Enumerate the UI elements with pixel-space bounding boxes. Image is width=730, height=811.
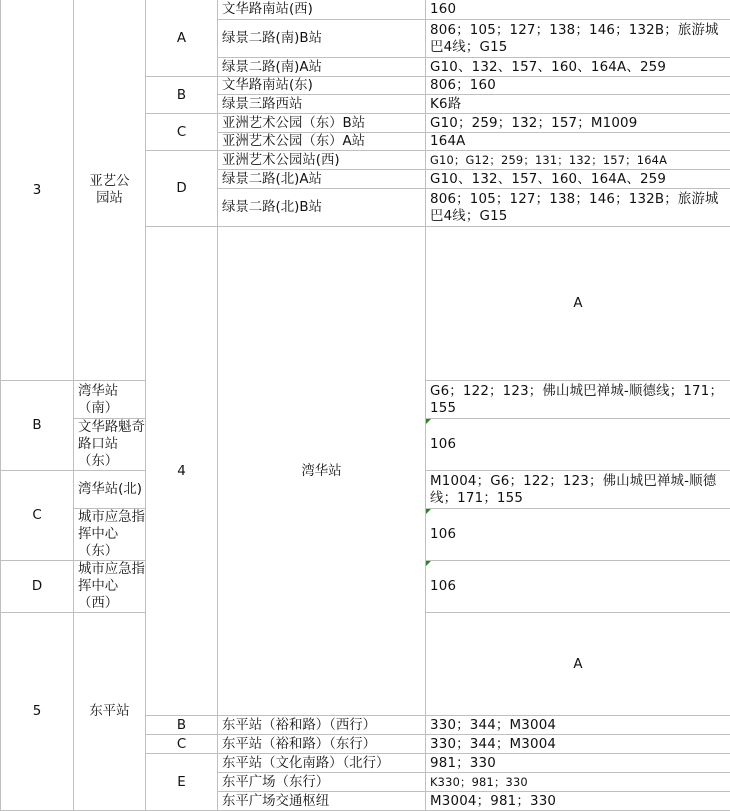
stop-routes: 330；344；M3004 <box>426 735 730 754</box>
stop-name: 亚洲艺术公园站(西) <box>218 151 426 170</box>
seq-cell: 3 <box>1 0 74 381</box>
stop-routes: K330；981；330 <box>426 773 730 792</box>
stop-name: 东平广场（东行） <box>218 773 426 792</box>
stop-name: 城市应急指挥中心（东） <box>74 509 146 561</box>
stop-routes: G6；122；123；佛山城巴禅城-顺德线；171；155 <box>426 381 730 419</box>
seq-cell: 5 <box>1 613 74 811</box>
exit-cell: D <box>146 151 218 227</box>
stop-routes: 106 <box>426 561 730 613</box>
exit-cell: B <box>1 381 74 471</box>
stop-routes: 160 <box>426 0 730 20</box>
exit-cell: C <box>1 471 74 561</box>
stop-name: 城市应急指挥中心（西） <box>74 561 146 613</box>
exit-cell: A <box>146 0 218 77</box>
stop-routes: 164A <box>426 133 730 151</box>
stop-routes: 981；330 <box>426 754 730 773</box>
stop-name: 东平站（裕和路）（西行） <box>218 716 426 735</box>
stop-name: 文华路魁奇路口站（东） <box>74 419 146 471</box>
stop-routes: G10；259；132；157；M1009 <box>426 114 730 133</box>
exit-cell: E <box>146 754 218 811</box>
stop-routes: G10；G12；259；131；132；157；164A <box>426 151 730 170</box>
stop-routes: 330；344；M3004 <box>426 716 730 735</box>
station-cell: 东平站 <box>74 613 146 811</box>
table-row <box>1 0 730 20</box>
stop-name: 文华路南站(西) <box>218 0 426 20</box>
stop-name: 湾华站(北) <box>74 471 146 509</box>
stop-name: 绿景二路(北)B站 <box>218 189 426 227</box>
stop-name: 绿景三路西站 <box>218 95 426 114</box>
exit-cell: A <box>426 227 730 381</box>
stop-name: 文华路南站(东) <box>218 77 426 95</box>
stop-routes: G10、132、157、160、164A、259 <box>426 170 730 189</box>
exit-cell: D <box>1 561 74 613</box>
exit-cell: C <box>146 114 218 151</box>
stop-routes: 806；105；127；138；146；132B；旅游城巴4线；G15 <box>426 189 730 227</box>
exit-cell: B <box>146 716 218 735</box>
stop-routes: G10、132、157、160、164A、259 <box>426 58 730 77</box>
stop-name: 东平站（文化南路）（北行） <box>218 754 426 773</box>
exit-cell: A <box>426 613 730 716</box>
stop-name: 亚洲艺术公园（东）B站 <box>218 114 426 133</box>
station-cell: 亚艺公园站 <box>74 0 146 381</box>
seq-cell: 4 <box>146 227 218 716</box>
stop-routes: 806；105；127；138；146；132B；旅游城巴4线；G15 <box>426 20 730 58</box>
stop-name: 湾华站（南） <box>74 381 146 419</box>
stop-routes: M3004；981；330 <box>426 792 730 811</box>
stop-name: 东平站（裕和路）（东行） <box>218 735 426 754</box>
stop-name: 绿景二路(北)A站 <box>218 170 426 189</box>
stop-name: 亚洲艺术公园（东）A站 <box>218 133 426 151</box>
stop-routes: 106 <box>426 509 730 561</box>
stop-name: 绿景二路(南)B站 <box>218 20 426 58</box>
stop-routes: 806；160 <box>426 77 730 95</box>
station-cell: 湾华站 <box>218 227 426 716</box>
stop-routes: M1004；G6；122；123；佛山城巴禅城-顺德线；171；155 <box>426 471 730 509</box>
stop-name: 东平广场交通枢纽 <box>218 792 426 811</box>
stop-routes: K6路 <box>426 95 730 114</box>
exit-cell: B <box>146 77 218 114</box>
exit-cell: C <box>146 735 218 754</box>
stop-routes: 106 <box>426 419 730 471</box>
stop-name: 绿景二路(南)A站 <box>218 58 426 77</box>
